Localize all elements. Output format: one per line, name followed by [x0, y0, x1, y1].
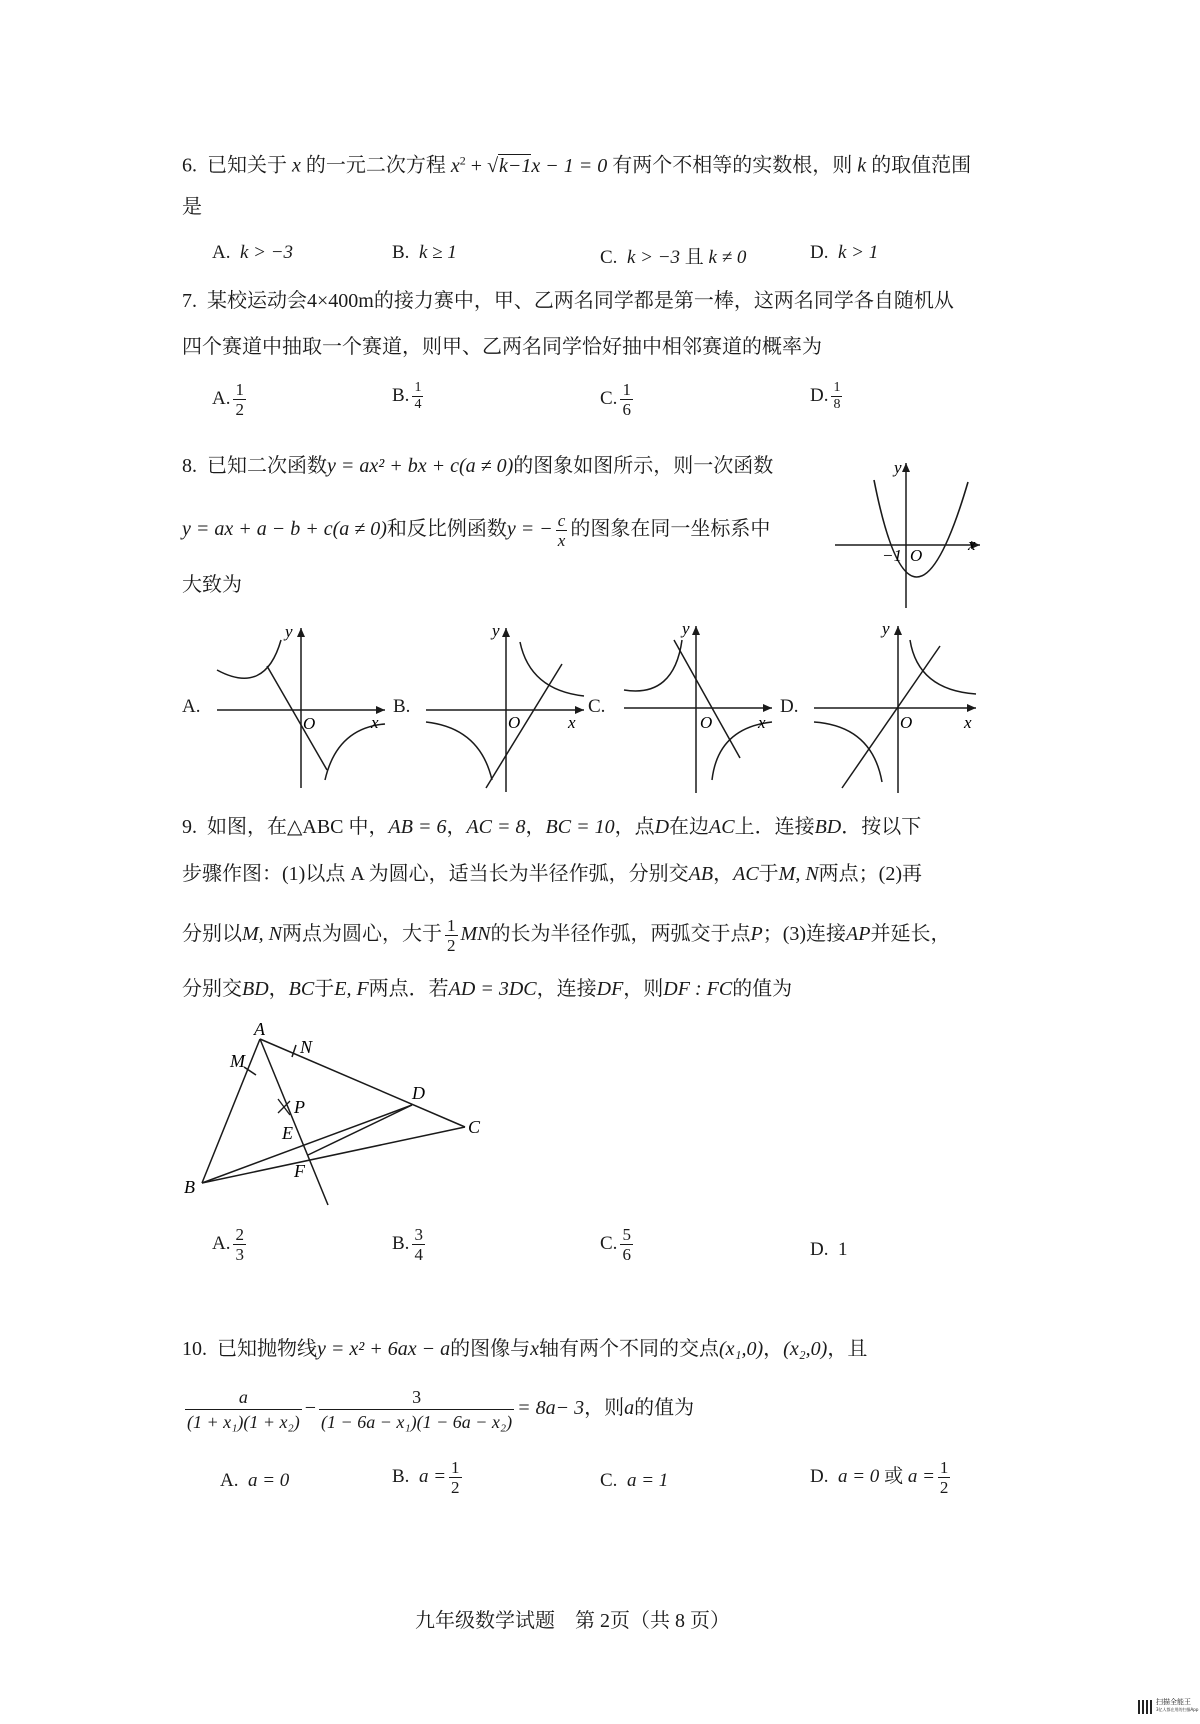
origin-label: O	[910, 546, 923, 565]
q8-line3: 大致为	[182, 574, 242, 596]
q10-line1: 10. 已知抛物线y = x² + 6ax − a的图像与x轴有两个不同的交点(x₁,0)，(x₂,0)，且	[182, 1338, 868, 1360]
linear-line	[486, 664, 562, 788]
q10-option-b[interactable]: B. a = $\frac{1}{2}$	[392, 1458, 460, 1497]
q7-line1: 7. 某校运动会4×400m的接力赛中，甲、乙两名同学都是第一棒，这两名同学各自随机从	[182, 290, 954, 312]
q9-option-a[interactable]: A. $\frac{2}{3}$	[212, 1225, 244, 1264]
axis-label-y: y	[882, 619, 890, 638]
scanner-stamp: 扫描全能王 3亿人都在用的扫描App	[1156, 1698, 1199, 1712]
q6-equation: $x^2 + √k-1x - 1 = 0$	[450, 153, 608, 177]
y-axis-arrow-icon	[902, 463, 910, 472]
vertex-label-c: C	[468, 1117, 481, 1137]
q10-line2: $\frac{a}{\text{(1 + x₁)(1 + x₂)}}$ − $\frac{3}{\text{(1 − 6a − x₁)(1 − 6a − x₂)}}$ = 8a− 3，则a的值为	[187, 1387, 695, 1432]
hyperbola-branch-q1	[910, 640, 976, 694]
hyperbola-branch-q2	[624, 640, 682, 691]
q6-option-b[interactable]: B. k ≥ 1	[392, 242, 457, 263]
q8-option-c-label[interactable]: C.	[588, 696, 606, 717]
x-axis-arrow-icon	[575, 706, 584, 714]
segment-bc	[202, 1127, 465, 1183]
point-label-n: N	[300, 1037, 313, 1057]
q9-line2: 步骤作图：(1)以点 A 为圆心，适当长为半径作弧，分别交AB，AC于M, N两点；(2)再	[182, 863, 922, 885]
y-axis-arrow-icon	[502, 628, 510, 637]
linear-line	[267, 666, 327, 770]
axis-label-y: y	[492, 621, 500, 640]
y-axis-arrow-icon	[692, 626, 700, 635]
q8-option-d-label[interactable]: D.	[780, 696, 799, 717]
tick-label-minus1: −1	[882, 546, 902, 565]
q9-line1: 9. 如图，在△ABC 中，AB = 6，AC = 8，BC = 10，点D在边AC上．连接BD．按以下	[182, 816, 922, 838]
q6-option-a[interactable]: A. k > −3	[212, 242, 294, 263]
qr-code-icon	[1138, 1700, 1152, 1714]
q9-option-b[interactable]: B. $\frac{3}{4}$	[392, 1225, 423, 1264]
x-axis-arrow-icon	[967, 704, 976, 712]
q8-option-c-graph[interactable]	[622, 618, 782, 795]
axis-label-y: y	[894, 458, 902, 477]
axis-label-y: y	[285, 622, 293, 641]
vertex-label-b: B	[184, 1177, 195, 1197]
q8-line1: 8. 已知二次函数y = ax² + bx + c(a ≠ 0)的图象如图所示，则一次函数	[182, 455, 774, 477]
axis-label-x: x	[758, 713, 766, 732]
point-label-d: D	[412, 1083, 425, 1103]
q7-option-c[interactable]: C. $\frac{1}{6}$	[600, 380, 631, 419]
q6-number: 6.	[182, 154, 197, 177]
q7-line2: 四个赛道中抽取一个赛道，则甲、乙两名同学恰好抽中相邻赛道的概率为	[182, 336, 822, 358]
q8-option-b-label[interactable]: B.	[393, 696, 411, 717]
linear-line	[674, 640, 740, 758]
q10-option-d[interactable]: D. a = 0 或 a = $\frac{1}{2}$	[810, 1458, 949, 1497]
page-footer: 九年级数学试题 第 2页（共 8 页）	[415, 1610, 730, 1632]
q7-number: 7.	[182, 290, 197, 312]
axis-label-x: x	[968, 535, 976, 554]
point-label-e: E	[282, 1123, 293, 1143]
origin-label: O	[900, 713, 913, 732]
vertex-label-a: A	[254, 1019, 265, 1039]
axis-label-y: y	[682, 619, 690, 638]
hyperbola-branch-q1	[520, 642, 584, 696]
q9-option-d[interactable]: D. 1	[810, 1239, 848, 1260]
axis-label-x: x	[568, 713, 576, 732]
hyperbola-branch-q3	[814, 722, 882, 782]
q8-option-b-graph[interactable]	[424, 620, 594, 795]
segment-bd	[202, 1105, 412, 1183]
q10-number: 10.	[182, 1338, 207, 1360]
q10-option-a[interactable]: A. a = 0	[220, 1470, 290, 1491]
q8-option-a-label[interactable]: A.	[182, 696, 201, 717]
hyperbola-branch-q3	[426, 722, 492, 780]
origin-label: O	[303, 714, 316, 733]
q8-option-a-graph[interactable]	[215, 620, 390, 790]
q8-option-d-graph[interactable]	[812, 618, 984, 795]
axis-label-x: x	[964, 713, 972, 732]
q10-option-c[interactable]: C. a = 1	[600, 1470, 669, 1491]
q8-line2: y = ax + a − b + c(a ≠ 0)和反比例函数y = − $\frac{c}{x}$ 的图象在同一坐标系中	[182, 511, 771, 550]
point-label-f: F	[294, 1161, 305, 1181]
linear-line	[842, 646, 940, 788]
axis-label-x: x	[371, 713, 379, 732]
segment-df	[308, 1105, 412, 1155]
q8-parabola-figure	[830, 458, 990, 613]
q6-line1: 6. 已知关于 x 的一元二次方程 $x^2 + √k-1x - 1 = 0$ 有两个不相等的实数根，则 k 的取值范围	[182, 153, 972, 177]
x-axis-arrow-icon	[763, 704, 772, 712]
point-label-m: M	[230, 1051, 245, 1071]
point-label-p: P	[294, 1097, 305, 1117]
q9-number: 9.	[182, 816, 197, 838]
y-axis-arrow-icon	[297, 628, 305, 637]
hyperbola-branch-q4	[325, 724, 385, 780]
origin-label: O	[700, 713, 713, 732]
q8-number: 8.	[182, 455, 197, 477]
origin-label: O	[508, 713, 521, 732]
q9-line4: 分别交BD，BC于E, F两点．若AD = 3DC，连接DF，则DF : FC的值为	[182, 978, 793, 1000]
q9-triangle-figure	[180, 1015, 490, 1210]
q6-option-d[interactable]: D. k > 1	[810, 242, 879, 263]
q7-option-a[interactable]: A. $\frac{1}{2}$	[212, 380, 244, 419]
q6-line2: 是	[182, 196, 202, 218]
q6-option-c[interactable]: C. k > −3 且 k ≠ 0	[600, 247, 747, 268]
q9-option-c[interactable]: C. $\frac{5}{6}$	[600, 1225, 631, 1264]
q9-line3: 分别以M, N两点为圆心，大于 $\frac{1}{2}$ MN的长为半径作弧，两弧交于点P；(3)连接AP并延长，	[182, 916, 951, 955]
q7-option-d[interactable]: D. $\frac{1}{8}$	[810, 380, 841, 412]
y-axis-arrow-icon	[894, 626, 902, 635]
arc-mark-n	[292, 1045, 296, 1057]
q7-option-b[interactable]: B. $\frac{1}{4}$	[392, 380, 422, 412]
